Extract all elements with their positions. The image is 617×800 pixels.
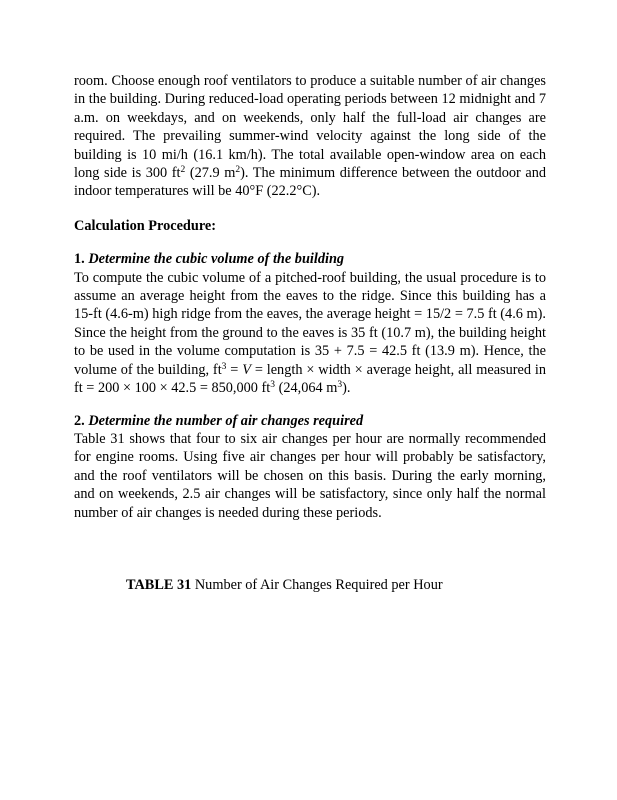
step-2-title: Determine the number of air changes required bbox=[88, 412, 364, 429]
step-1-number: 1. bbox=[74, 251, 85, 268]
superscript: 3 bbox=[337, 380, 343, 391]
intro-text-3: ). The minimum difference between the outdoor and indoor temperatures will be 40°F (22.2°C). bbox=[74, 165, 546, 200]
superscript: 3 bbox=[270, 380, 276, 391]
step-2-number: 2. bbox=[74, 412, 85, 429]
superscript: 2 bbox=[180, 165, 186, 176]
table-caption bbox=[126, 576, 443, 594]
superscript: 3 bbox=[221, 361, 227, 372]
step-1-text-4: (24,064 m bbox=[275, 380, 338, 397]
step-1-text-1: To compute the cubic volume of a pitched-roof building, the usual procedure is to assume an average height from the eaves to the ridge. Since this building has a 15-ft (4.6-m) high ridge from the eaves, the average height = 15/2 = 7.5 ft (4.6 m). Since the height from the ground to the eaves is 35 ft (10.7 m), the building height to be used in the volume computation is 35 + 7.5 = 42.5 ft (13.9 m). Hence, the volume of the building, ft bbox=[74, 269, 546, 378]
step-1-text-5: ). bbox=[342, 380, 351, 397]
table-number: TABLE 31 bbox=[126, 577, 192, 593]
intro-text-2: (27.9 m bbox=[185, 165, 236, 182]
table-title: Number of Air Changes Required per Hour bbox=[191, 577, 443, 593]
intro-paragraph bbox=[74, 72, 546, 201]
step-2-heading bbox=[74, 412, 546, 430]
document-page bbox=[74, 72, 546, 536]
step-2-body: Table 31 shows that four to six air changes per hour are normally recommended for engine rooms. Using five air changes per hour will probably be satisfactory, and the roof ventilators will be chosen on this basis. During the early morning, and on weekends, 2.5 air changes will be satisfactory, since only half the normal number of air changes is needed during these periods. bbox=[74, 430, 546, 521]
step-1-text-3: = length × width × average height, all measured in ft = 200 × 100 × 42.5 = 850,000 ft bbox=[74, 361, 546, 397]
step-1-heading bbox=[74, 250, 546, 268]
step-1-body bbox=[74, 269, 546, 398]
superscript: 2 bbox=[235, 165, 241, 176]
procedure-heading: Calculation Procedure: bbox=[74, 217, 217, 234]
variable-v: V bbox=[242, 361, 251, 378]
step-1-title: Determine the cubic volume of the building bbox=[88, 251, 345, 268]
intro-text-1: room. Choose enough roof ventilators to produce a suitable number of air changes in the building. During reduced-load operating periods between 12 midnight and 7 a.m. on weekdays, and on weekends, only half the full-load air changes are required. The prevailing summer-wind velocity against the long side of the building is 10 mi/h (16.1 km/h). The total available open-window area on each long side is 300 ft bbox=[74, 73, 546, 182]
step-1-text-2: = bbox=[226, 361, 243, 378]
